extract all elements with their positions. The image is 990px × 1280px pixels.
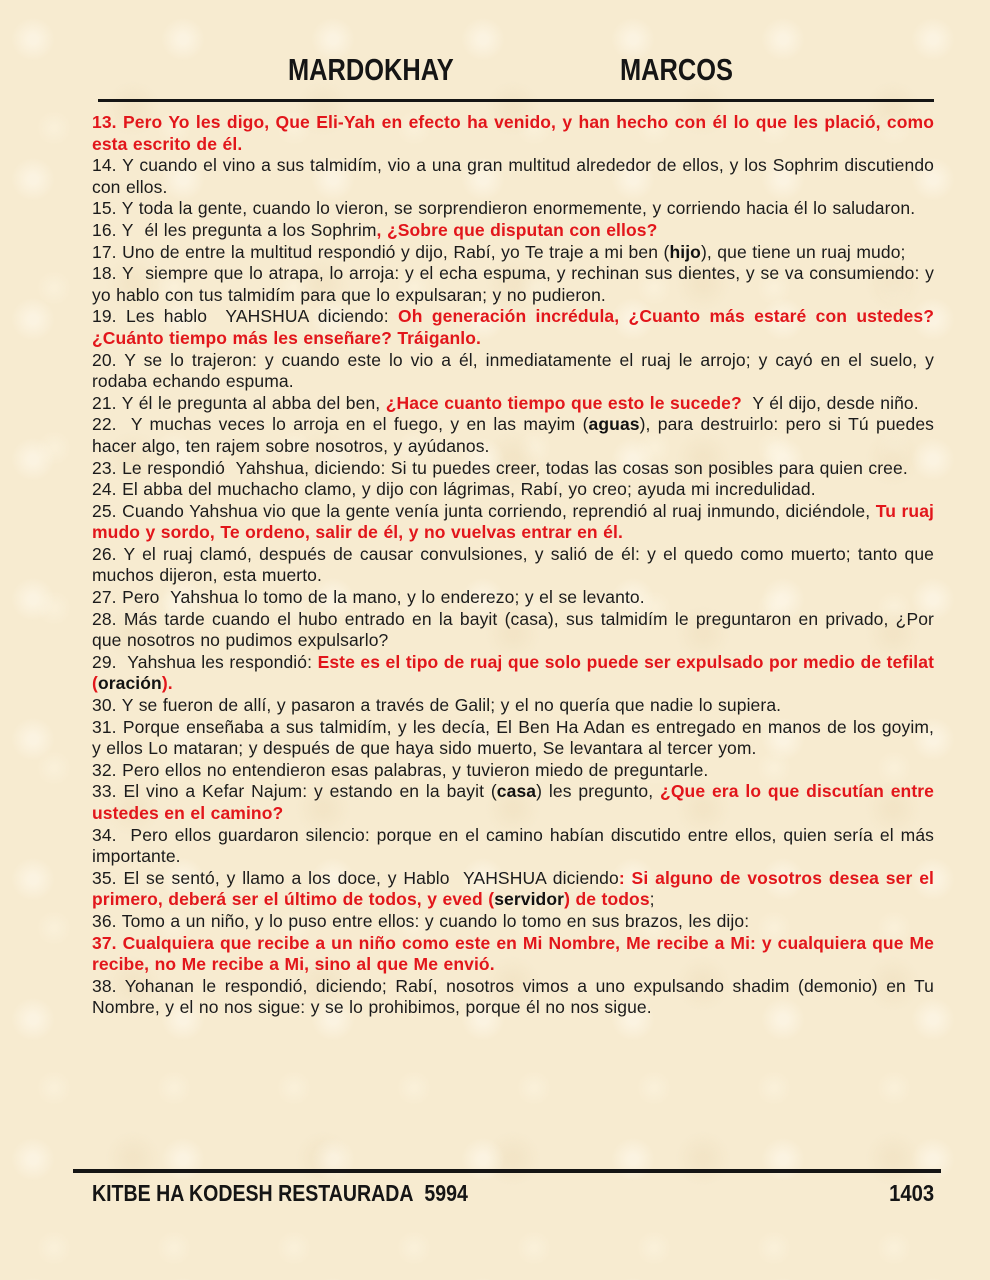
verse-text: 21. Y él le pregunta al abba del ben,	[92, 392, 386, 413]
bold-term-text: casa	[496, 781, 537, 802]
verse-text: 33. El vino a Kefar Najum: y estando en la bayit (	[92, 781, 497, 802]
verse-paragraph	[92, 760, 934, 782]
verse-text: 23. Le respondió Yahshua, diciendo: Si tu puedes creer, todas las cosas son posibles para quien cree.	[92, 457, 908, 478]
verse-text: 22. Y muchas veces lo arroja en el fuego, y en las mayim (	[92, 414, 589, 435]
footer-book-title: KITBE HA KODESH RESTAURADA 5994	[92, 1180, 468, 1206]
verse-paragraph	[92, 501, 934, 544]
verse-paragraph	[92, 976, 934, 1019]
verse-paragraph	[92, 609, 934, 652]
verse-paragraph	[92, 933, 934, 976]
verse-paragraph	[92, 911, 934, 933]
verse-paragraph	[92, 414, 934, 457]
verses-container	[92, 112, 934, 1019]
verse-paragraph	[92, 155, 934, 198]
verse-paragraph	[92, 868, 934, 911]
verse-text: 38. Yohanan le respondió, diciendo; Rabí, nosotros vimos a uno expulsando shadim (demonio) en Tu Nombre, y el no nos sigue: y se lo prohibimos, porque él no nos sigue.	[92, 975, 934, 1018]
red-emphasis-text: ¿Hace cuanto tiempo que esto le sucede?	[385, 392, 742, 413]
verse-text: 14. Y cuando el vino a sus talmidím, vio a una gran multitud alrededor de ellos, y los Sophrim discutiendo con ellos.	[92, 155, 934, 197]
verse-paragraph	[92, 198, 934, 220]
verse-text: 20. Y se lo trajeron: y cuando este lo vio a él, inmediatamente el ruaj le arrojo; y cayó en el suelo, y rodaba echando espuma.	[92, 349, 934, 392]
verse-text: 18. Y siempre que lo atrapa, lo arroja: y el echa espuma, y rechinan sus dientes, y se va consumiendo: y yo hablo con tus talmidím para que lo expulsaran; y no pudieron.	[92, 263, 934, 305]
verse-paragraph	[92, 393, 934, 415]
verse-text: 17. Uno de entre la multitud respondió y dijo, Rabí, yo Te traje a mi ben (	[92, 241, 670, 262]
footer-rule	[73, 1169, 941, 1173]
verse-paragraph	[92, 263, 934, 306]
verse-text: 31. Porque enseñaba a sus talmidím, y les decía, El Ben Ha Adan es entregado en manos de los goyim, y ellos Lo mataran; y después de que haya sido muerto, Se levantara al tercer yom.	[92, 716, 934, 759]
verse-text: 28. Más tarde cuando el hubo entrado en la bayit (casa), sus talmidím le preguntaron en privado, ¿Por que nosotros no pudimos expulsarlo?	[92, 608, 934, 651]
verse-paragraph	[92, 587, 934, 609]
verse-paragraph	[92, 479, 934, 501]
red-emphasis-text: : Si alguno de vosotros desea ser el primero, deberá ser el último de todos, y eved (	[92, 867, 935, 910]
red-emphasis-text: 13. Pero Yo les digo, Que Eli-Yah en efecto ha venido, y han hecho con él lo que les plació, como esta escrito de él.	[92, 112, 934, 154]
verse-paragraph	[92, 112, 934, 155]
verse-paragraph	[92, 306, 934, 349]
verse-text: Y él dijo, desde niño.	[741, 392, 919, 413]
verse-paragraph	[92, 695, 934, 717]
verse-text: 27. Pero Yahshua lo tomo de la mano, y lo enderezo; y el se levanto.	[92, 587, 645, 608]
header-title-right: MARCOS	[620, 52, 733, 87]
bold-term-text: oración	[97, 673, 162, 694]
verse-text: 29. Yahshua les respondió:	[92, 651, 318, 672]
bold-term-text: servidor	[494, 889, 565, 910]
verse-text: 24. El abba del muchacho clamo, y dijo con lágrimas, Rabí, yo creo; ayuda mi incredulidad.	[92, 479, 816, 500]
red-emphasis-text: ).	[161, 673, 173, 694]
verse-text: 16. Y él les pregunta a los Sophrim	[92, 219, 377, 240]
red-emphasis-text: Tu ruaj mudo y sordo, Te ordeno, salir de él, y no vuelvas entrar en él.	[92, 500, 934, 543]
verse-paragraph	[92, 458, 934, 480]
verse-text: 36. Tomo a un niño, y lo puso entre ellos: y cuando lo tomo en sus brazos, les dijo:	[92, 910, 750, 931]
verse-text: 25. Cuando Yahshua vio que la gente venía junta corriendo, reprendió al ruaj inmundo, diciéndole,	[92, 500, 876, 521]
verse-text: 15. Y toda la gente, cuando lo vieron, se sorprendieron enormemente, y corriendo hacia él lo saludaron.	[92, 198, 916, 219]
verse-paragraph	[92, 220, 934, 242]
header-title-left: MARDOKHAY	[288, 52, 454, 87]
verse-text: ) les pregunto,	[536, 781, 661, 802]
verse-paragraph	[92, 242, 934, 264]
red-emphasis-text: Este es el tipo de ruaj que solo puede ser expulsado por medio de tefilat (	[92, 651, 934, 694]
verse-text: 30. Y se fueron de allí, y pasaron a través de Galil; y el no quería que nadie lo supiera.	[92, 695, 782, 716]
verse-paragraph	[92, 350, 934, 393]
header-rule	[98, 99, 934, 102]
red-emphasis-text: ¿Que era lo que discutían entre ustedes en el camino?	[92, 781, 934, 823]
verse-paragraph	[92, 825, 934, 868]
bold-term-text: aguas	[588, 414, 640, 435]
verse-text: 34. Pero ellos guardaron silencio: porque en el camino habían discutido entre ellos, quien sería el más importante.	[92, 824, 934, 867]
verse-text: 35. El se sentó, y llamo a los doce, y Hablo YAHSHUA diciendo	[92, 867, 619, 888]
verse-text: 32. Pero ellos no entendieron esas palabras, y tuvieron miedo de preguntarle.	[92, 759, 709, 780]
red-emphasis-text: ) de todos	[564, 889, 650, 910]
red-emphasis-text: Oh generación incrédula, ¿Cuanto más estaré con ustedes? ¿Cuánto tiempo más les enseñare? Tráiganlo.	[92, 306, 934, 348]
verse-paragraph	[92, 652, 934, 695]
verse-text: 19. Les hablo YAHSHUA diciendo:	[92, 306, 399, 327]
verse-paragraph	[92, 544, 934, 587]
verse-paragraph	[92, 781, 934, 824]
verse-text: ), para destruirlo: pero si Tú puedes hacer algo, ten rajem sobre nosotros, y ayúdanos.	[92, 414, 934, 456]
verse-text: 26. Y el ruaj clamó, después de causar convulsiones, y salió de él: y el quedo como muerto; tanto que muchos dijeron, esta muerto.	[92, 543, 934, 586]
red-emphasis-text: , ¿Sobre que disputan con ellos?	[376, 219, 658, 240]
red-emphasis-text: 37. Cualquiera que recibe a un niño como este en Mi Nombre, Me recibe a Mi: y cualquiera que Me recibe, no Me recibe a Mi, sino al que Me envió.	[92, 932, 934, 975]
bold-term-text: hijo	[669, 241, 701, 262]
verse-paragraph	[92, 717, 934, 760]
verse-text: ;	[649, 889, 655, 910]
footer-page-number: 1403	[888, 1180, 934, 1206]
verse-text: ), que tiene un ruaj mudo;	[700, 241, 906, 262]
